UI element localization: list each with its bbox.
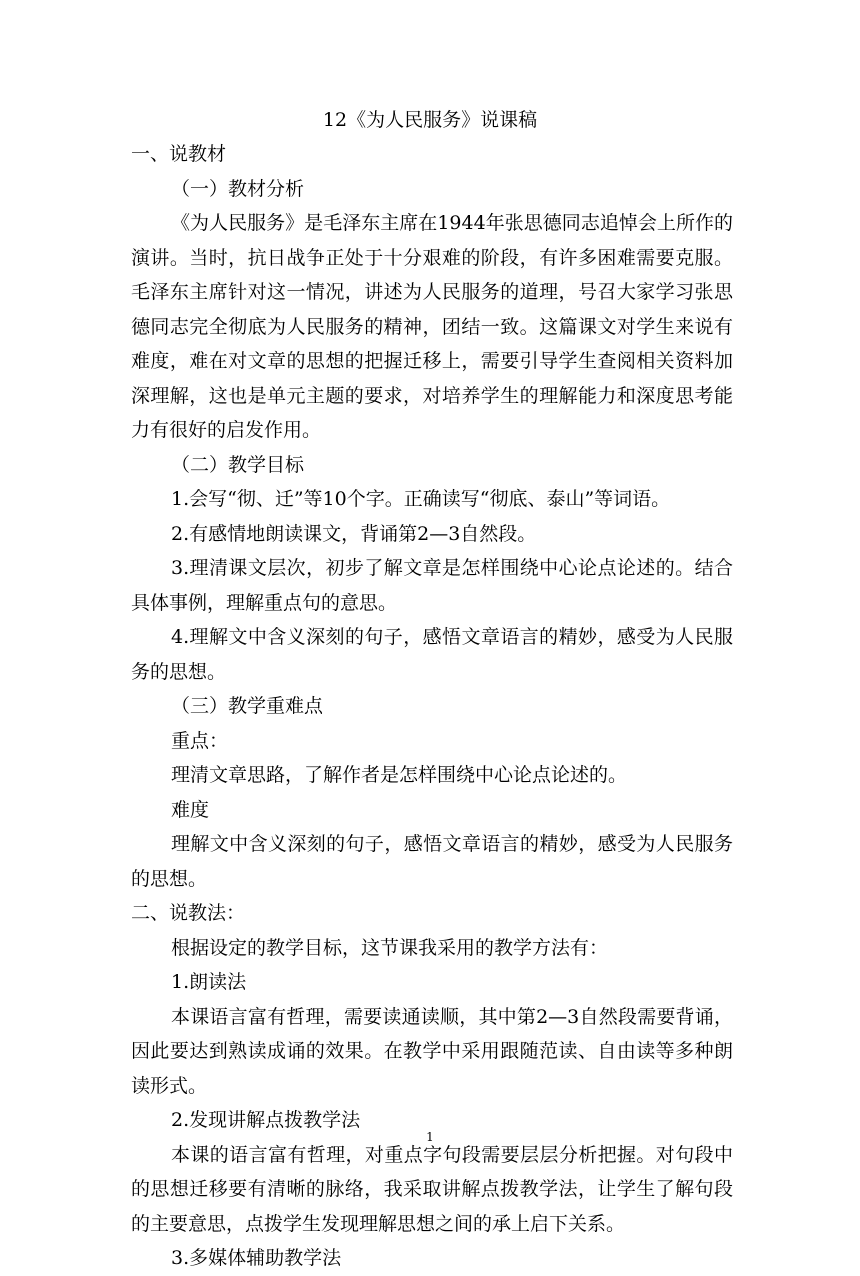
teaching-goal-item: 3.理清课文层次，初步了解文章是怎样围绕中心论点论述的。结合具体事例，理解重点句的意思。 — [131, 557, 733, 614]
document-title: 12《为人民服务》说课稿 — [322, 109, 538, 131]
key-point-text: 理清文章思路，了解作者是怎样围绕中心论点论述的。 — [171, 764, 628, 786]
key-point-label: 重点： — [171, 729, 229, 752]
method-text-reading: 本课语言富有哲理，需要读通读顺，其中第2—3自然段需要背诵，因此要达到熟读成诵的效果。在教学中采用跟随范读、自由读等多种朗读形式。 — [131, 1005, 733, 1097]
teaching-methods-intro: 根据设定的教学目标，这节课我采用的教学方法有： — [171, 936, 609, 959]
subsection-heading-key-difficulties: （三）教学重难点 — [171, 695, 324, 717]
section-heading-teaching-material: 一、说教材 — [131, 143, 227, 165]
teaching-goal-item: 1.会写“彻、迁”等10个字。正确读写“彻底、泰山”等词语。 — [171, 488, 671, 510]
teaching-goal-item: 2.有感情地朗读课文，背诵第2—3自然段。 — [171, 522, 537, 545]
difficulty-label: 难度 — [171, 798, 210, 821]
section-heading-teaching-methods: 二、说教法： — [131, 902, 246, 924]
teaching-goal-item: 4.理解文中含义深刻的句子，感悟文章语言的精妙，感受为人民服务的思想。 — [131, 626, 733, 683]
document-body — [131, 137, 733, 1276]
subsection-heading-teaching-goals: （二）教学目标 — [171, 453, 305, 476]
material-analysis-paragraph: 《为人民服务》是毛泽东主席在1944年张思德同志追悼会上所作的演讲。当时，抗日战争正处于十分艰难的阶段，有许多困难需要克服。毛泽东主席针对这一情况，讲述为人民服务的道理，号召大家学习张思德同志完全彻底为人民服务的精神，团结一致。这篇课文对学生来说有难度，难在对文章的思想的把握迁移上，需要引导学生查阅相关资料加深理解，这也是单元主题的要求，对培养学生的理解能力和深度思考能力有很好的启发作用。 — [131, 212, 733, 441]
method-heading-multimedia: 3.多媒体辅助教学法 — [171, 1247, 342, 1269]
difficulty-text: 理解文中含义深刻的句子，感悟文章语言的精妙，感受为人民服务的思想。 — [131, 833, 733, 890]
page-number: 1 — [426, 1130, 434, 1144]
method-text-explanation: 本课的语言富有哲理，对重点字句段需要层层分析把握。对句段中的思想迁移要有清晰的脉络，我采取讲解点拨教学法，让学生了解句段的主要意思，点拨学生发现理解思想之间的承上启下关系。 — [131, 1143, 733, 1235]
method-heading-explanation: 2.发现讲解点拨教学法 — [171, 1109, 361, 1131]
subsection-heading-material-analysis: （一）教材分析 — [171, 177, 305, 200]
method-heading-reading: 1.朗读法 — [171, 971, 247, 993]
